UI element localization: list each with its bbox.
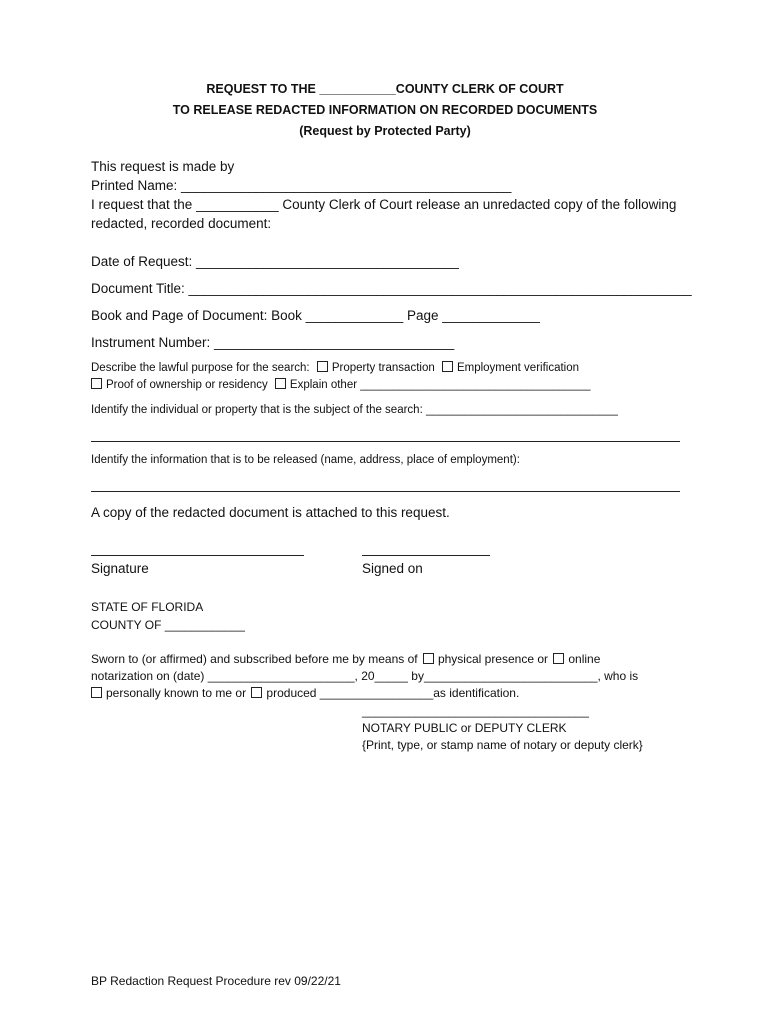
purpose-row-1 [91, 361, 579, 374]
physical-presence-label: physical presence or [437, 652, 549, 666]
identify-subject-line[interactable] [91, 441, 680, 442]
signed-on-line[interactable] [362, 555, 490, 556]
physical-presence-checkbox[interactable] [423, 653, 434, 664]
personally-known-checkbox[interactable] [91, 687, 102, 698]
property-transaction-checkbox[interactable] [317, 361, 328, 372]
date-of-request-field[interactable]: Date of Request: ___________________________________ [91, 254, 459, 269]
personally-known-label: personally known to me or [106, 686, 247, 700]
notary-instruction: {Print, type, or stamp name of notary or deputy clerk} [362, 738, 643, 752]
identify-info-label: Identify the information that is to be released (name, address, place of employment): [91, 454, 520, 466]
form-subtitle: (Request by Protected Party) [299, 124, 471, 138]
request-statement-line2: redacted, recorded document: [91, 216, 272, 231]
attached-document-note: A copy of the redacted document is attached to this request. [91, 505, 450, 520]
signature-label: Signature [91, 561, 149, 576]
instrument-number-field[interactable]: Instrument Number: ________________________________ [91, 335, 455, 350]
online-checkbox[interactable] [553, 653, 564, 664]
notary-title: NOTARY PUBLIC or DEPUTY CLERK [362, 721, 567, 735]
proof-of-ownership-label: Proof of ownership or residency [106, 379, 268, 391]
purpose-label: Describe the lawful purpose for the search: [91, 362, 310, 374]
identification-line [91, 686, 519, 700]
produced-checkbox[interactable] [251, 687, 262, 698]
purpose-row-2 [91, 378, 591, 391]
document-title-field[interactable]: Document Title: ___________________________________________________________________ [91, 281, 692, 296]
employment-verification-label: Employment verification [456, 362, 580, 374]
form-title-line1: REQUEST TO THE ___________COUNTY CLERK OF COURT [206, 82, 564, 96]
online-label: online [568, 652, 601, 666]
form-title-line2: TO RELEASE REDACTED INFORMATION ON RECORDED DOCUMENTS [172, 103, 598, 117]
explain-other-field[interactable]: Explain other ____________________________________ [289, 379, 591, 391]
notarization-date-field[interactable]: notarization on (date) ______________________, 20_____ by__________________________, who is [91, 669, 639, 683]
proof-of-ownership-checkbox[interactable] [91, 378, 102, 389]
property-transaction-label: Property transaction [331, 362, 435, 374]
signed-on-label: Signed on [362, 561, 423, 576]
request-statement-line1: I request that the ___________ County Clerk of Court release an unredacted copy of the following [91, 197, 677, 212]
notary-signature-line[interactable]: __________________________________ [362, 704, 589, 718]
sworn-line [91, 652, 600, 666]
county-field[interactable]: COUNTY OF ____________ [91, 618, 245, 632]
signature-line[interactable] [91, 555, 304, 556]
explain-other-checkbox[interactable] [275, 378, 286, 389]
printed-name-field[interactable]: Printed Name: ____________________________________________ [91, 178, 512, 193]
request-made-by: This request is made by [91, 159, 235, 174]
footer-revision: BP Redaction Request Procedure rev 09/22/21 [91, 974, 341, 988]
book-and-page-field[interactable]: Book and Page of Document: Book _____________ Page _____________ [91, 308, 540, 323]
sworn-prefix: Sworn to (or affirmed) and subscribed before me by means of [91, 652, 418, 666]
employment-verification-checkbox[interactable] [442, 361, 453, 372]
identify-subject-field[interactable]: Identify the individual or property that is the subject of the search: ______________________________ [91, 404, 618, 416]
state-label: STATE OF FLORIDA [91, 600, 204, 614]
produced-id-field[interactable]: produced _________________as identification. [266, 686, 520, 700]
identify-info-line[interactable] [91, 491, 680, 492]
